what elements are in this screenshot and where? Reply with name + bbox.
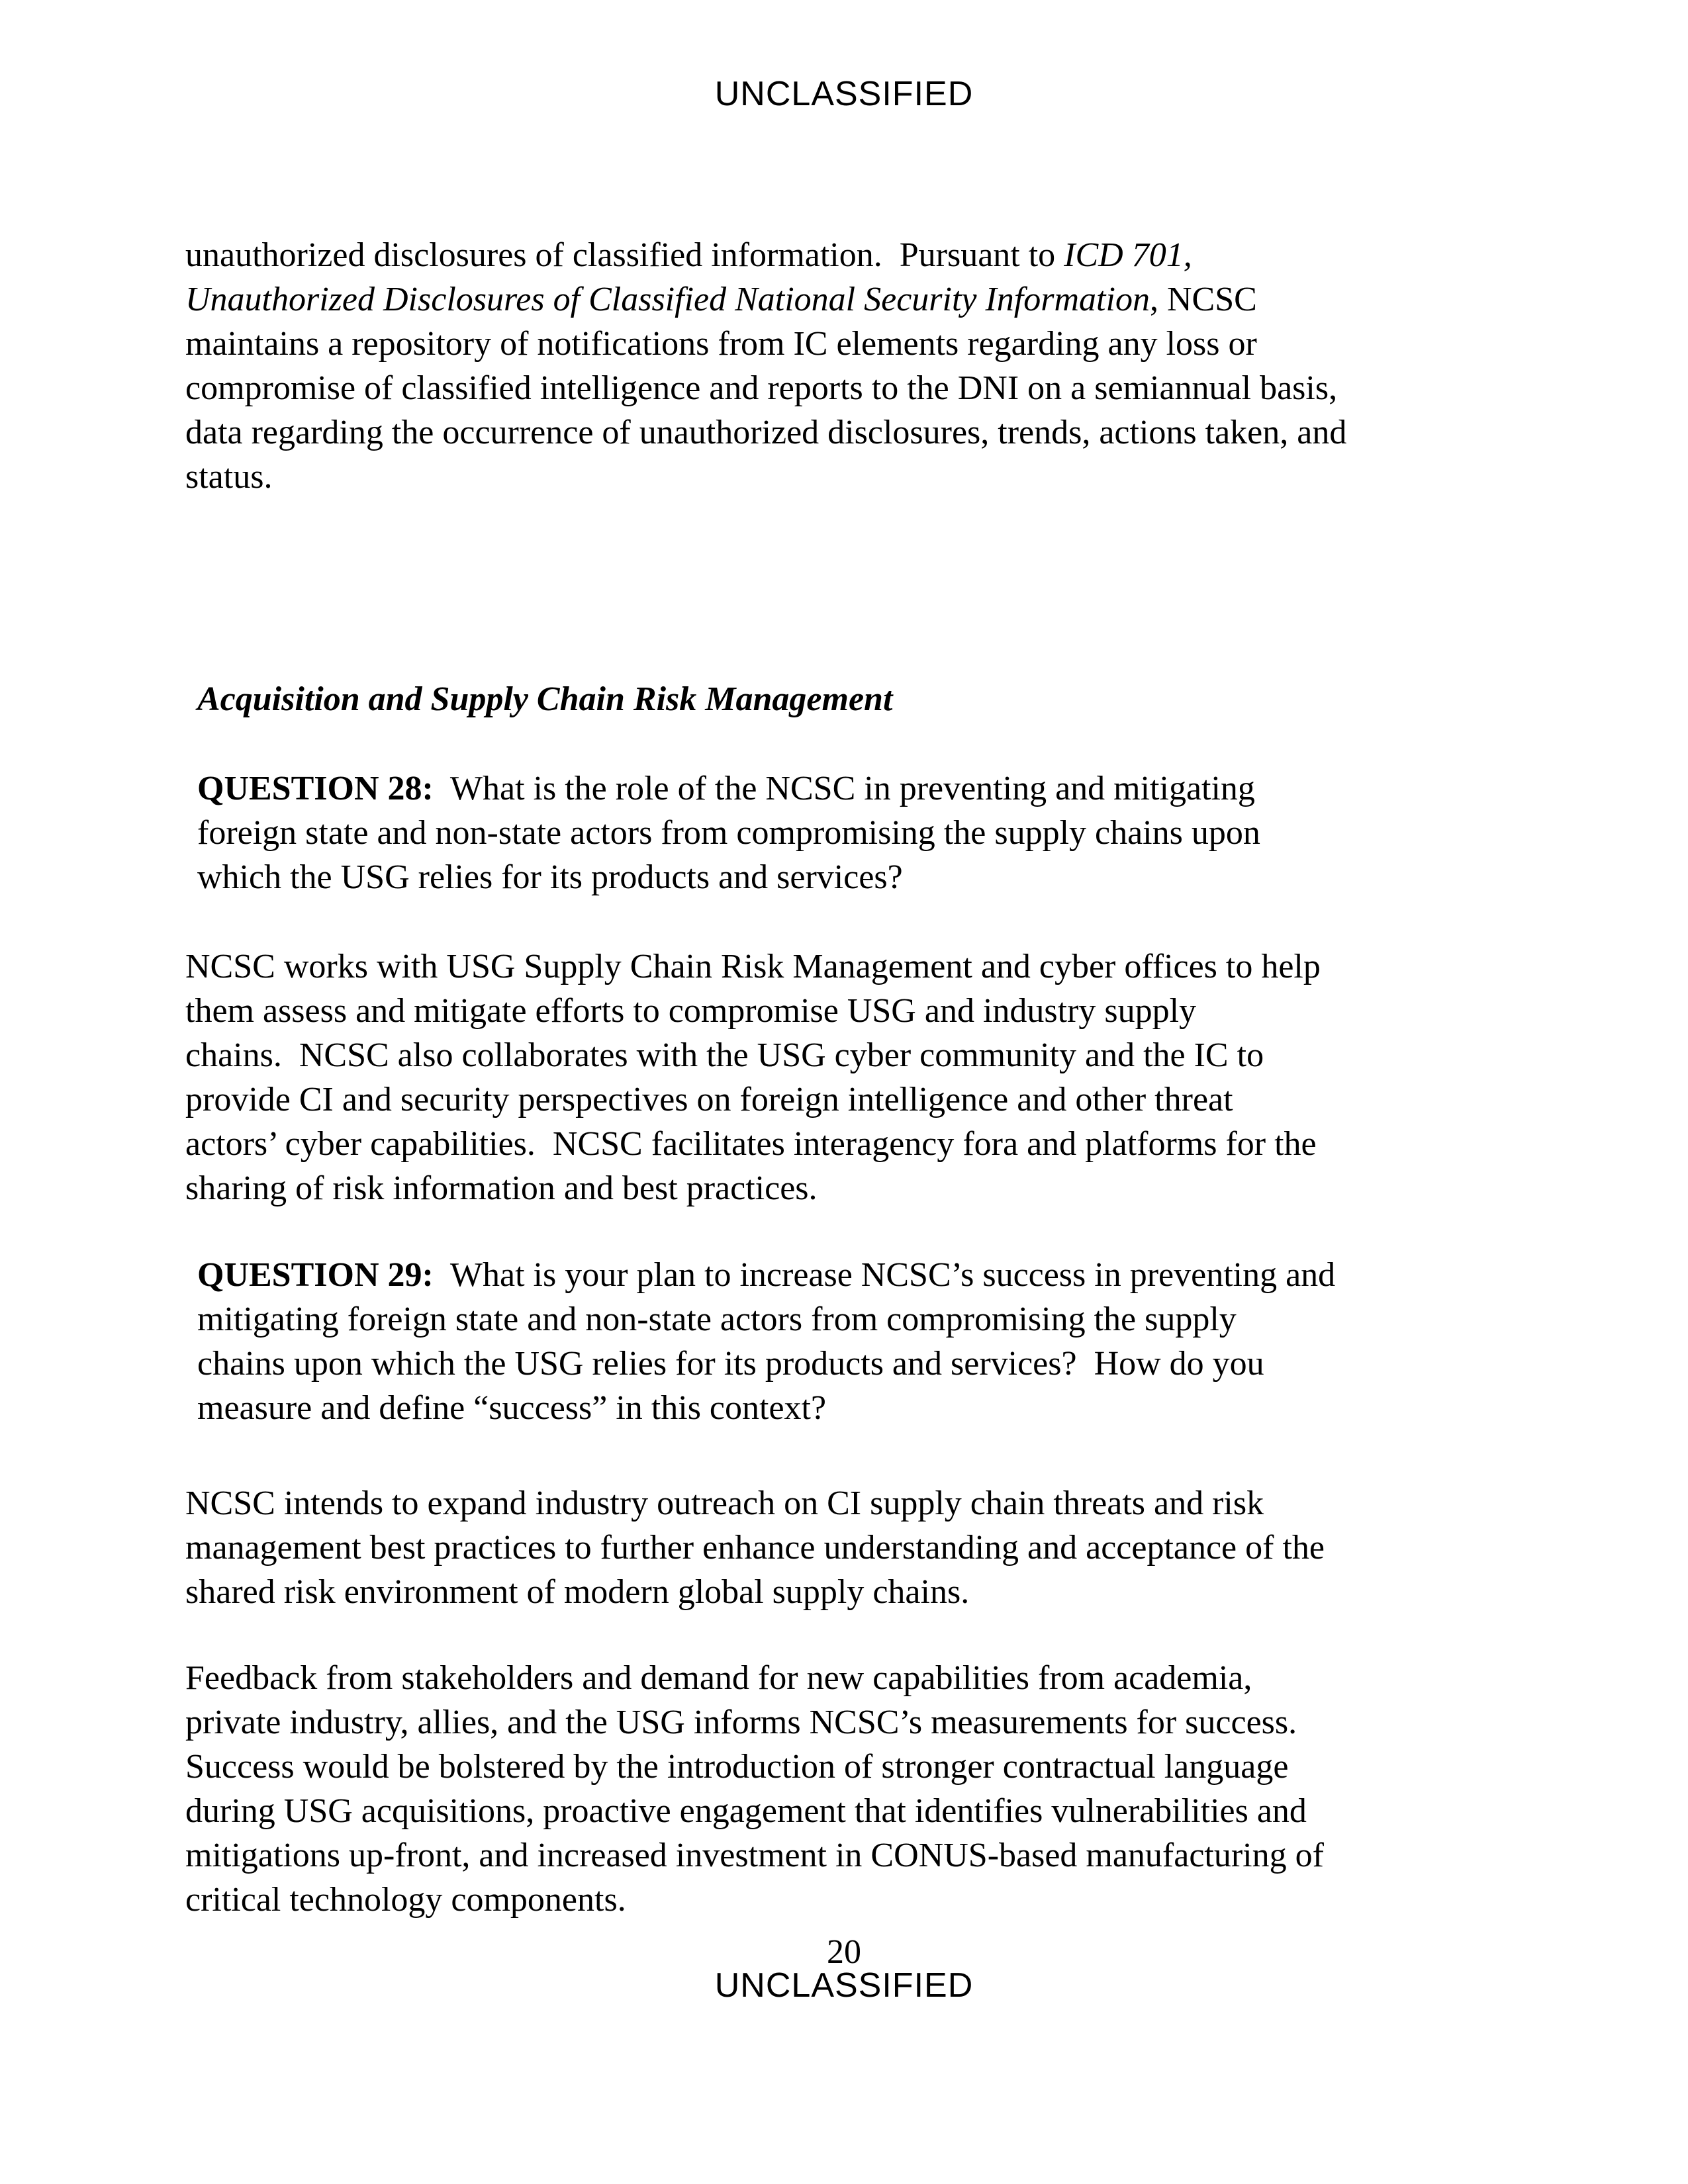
text-run-italic: ICD 701, (1064, 236, 1192, 274)
text-line: management best practices to further enhance understanding and acceptance of the (185, 1529, 1325, 1567)
page-body (185, 233, 1575, 1922)
text-line (197, 1253, 1575, 1297)
text-line: actors’ cyber capabilities. NCSC facilitates interagency fora and platforms for the (185, 1125, 1317, 1163)
text-run: What is the role of the NCSC in preventing and mitigating (433, 770, 1255, 807)
text-line: which the USG relies for its products and services? (197, 858, 903, 896)
text-line: mitigations up-front, and increased investment in CONUS-based manufacturing of (185, 1837, 1324, 1874)
text-line: foreign state and non-state actors from compromising the supply chains upon (197, 814, 1260, 852)
text-line: status. (185, 458, 273, 496)
text-line: private industry, allies, and the USG informs NCSC’s measurements for success. (185, 1704, 1297, 1741)
question-28 (197, 766, 1575, 899)
text-line: NCSC works with USG Supply Chain Risk Management and cyber offices to help (185, 948, 1321, 985)
text-line: provide CI and security perspectives on foreign intelligence and other threat (185, 1081, 1233, 1118)
text-line: measure and define “success” in this context? (197, 1389, 827, 1427)
text-line (185, 277, 1575, 322)
text-run: , NCSC (1149, 281, 1257, 318)
text-line: Success would be bolstered by the introduction of stronger contractual language (185, 1748, 1289, 1786)
paragraph-unauthorized-disclosures (185, 233, 1575, 499)
text-line: maintains a repository of notifications from IC elements regarding any loss or (185, 325, 1257, 363)
text-line: chains. NCSC also collaborates with the USG cyber community and the IC to (185, 1036, 1264, 1074)
section-heading: Acquisition and Supply Chain Risk Management (197, 680, 893, 718)
text-line: during USG acquisitions, proactive engagement that identifies vulnerabilities and (185, 1792, 1307, 1830)
question-29-label: QUESTION 29: (197, 1256, 434, 1294)
text-line: critical technology components. (185, 1881, 626, 1919)
footer-classification: UNCLASSIFIED (714, 1966, 974, 2005)
text-line: Feedback from stakeholders and demand for new capabilities from academia, (185, 1659, 1252, 1697)
text-line: data regarding the occurrence of unauthorized disclosures, trends, actions taken, and (185, 414, 1347, 451)
answer-28-paragraph (185, 944, 1575, 1210)
text-line: them assess and mitigate efforts to compromise USG and industry supply (185, 992, 1197, 1030)
footer-page-number: 20 (827, 1933, 861, 1971)
text-line: mitigating foreign state and non-state actors from compromising the supply (197, 1300, 1237, 1338)
text-line (185, 233, 1575, 277)
answer-29-paragraph-2 (185, 1656, 1575, 1922)
header-classification: UNCLASSIFIED (714, 75, 974, 113)
question-29 (197, 1253, 1575, 1430)
text-run-italic: Unauthorized Disclosures of Classified National Security Information (185, 281, 1150, 318)
text-run: unauthorized disclosures of classified information. Pursuant to (185, 236, 1064, 274)
text-line: compromise of classified intelligence and reports to the DNI on a semiannual basis, (185, 369, 1338, 407)
answer-29-paragraph-1 (185, 1481, 1575, 1614)
text-line: shared risk environment of modern global supply chains. (185, 1573, 970, 1611)
text-line: sharing of risk information and best practices. (185, 1169, 818, 1207)
text-line: NCSC intends to expand industry outreach on CI supply chain threats and risk (185, 1484, 1264, 1522)
text-line (197, 766, 1575, 811)
text-run: What is your plan to increase NCSC’s success in preventing and (433, 1256, 1336, 1294)
question-28-label: QUESTION 28: (197, 770, 434, 807)
text-line: chains upon which the USG relies for its products and services? How do you (197, 1345, 1264, 1383)
